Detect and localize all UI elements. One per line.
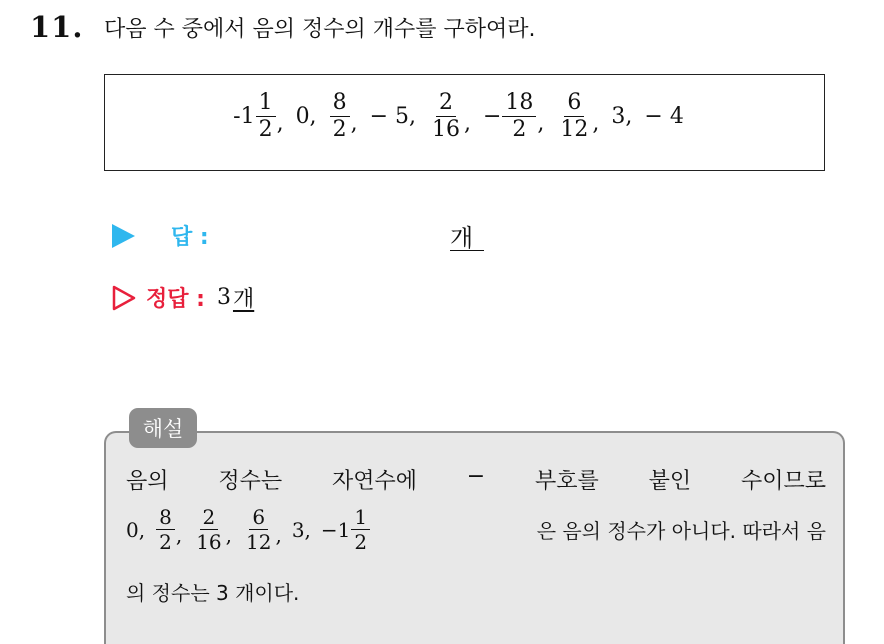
explanation-word-1: 정수는	[218, 469, 283, 494]
list-number-1	[296, 104, 317, 129]
list-number-text: 0,	[295, 104, 317, 130]
list-fraction-numerator: 1	[256, 91, 276, 117]
expl-number-separator: ,	[275, 523, 282, 547]
expl-fraction-numerator: 6	[249, 506, 268, 530]
explanation-word-6: 수이므로	[740, 469, 826, 494]
list-number-separator: ,	[276, 111, 284, 137]
list-number-text: − 4	[644, 104, 684, 130]
expl-number-1	[155, 506, 182, 553]
number-list-box	[104, 74, 825, 171]
list-number-separator: ,	[463, 111, 471, 137]
answer-label: 답 :	[171, 225, 209, 250]
list-fraction-denominator: 2	[332, 117, 347, 143]
explanation-tab: 해설	[129, 408, 197, 448]
answer-unit: 개	[450, 224, 474, 252]
expl-number-5	[321, 506, 371, 553]
list-number-0	[233, 91, 283, 142]
expl-fraction	[193, 506, 224, 553]
expl-fraction-numerator: 2	[200, 506, 219, 530]
explanation-line-1	[126, 464, 826, 495]
list-number-separator: ,	[350, 111, 358, 137]
list-fraction-denominator: 12	[560, 117, 589, 143]
expl-number-2	[192, 506, 232, 553]
explanation-number-list	[126, 506, 381, 553]
play-triangle-icon	[112, 224, 135, 248]
list-fraction	[557, 91, 591, 142]
expl-number-separator: ,	[175, 523, 183, 547]
number-list	[105, 91, 824, 142]
correct-answer-unit: 개	[232, 287, 255, 312]
list-fraction	[429, 91, 463, 142]
list-number-text: − 5,	[369, 104, 416, 130]
explanation-word-0: 음의	[126, 469, 169, 494]
list-fraction-numerator: 6	[564, 91, 584, 117]
explanation-word-3: −	[466, 464, 486, 489]
list-fraction-numerator: 2	[436, 91, 456, 117]
expl-fraction-denominator: 16	[196, 530, 222, 554]
question-text: 다음 수 중에서 음의 정수의 개수를 구하여라.	[104, 17, 536, 42]
expl-number-separator: ,	[225, 523, 232, 547]
outline-triangle-icon	[112, 285, 136, 311]
list-number-2	[329, 91, 358, 142]
list-fraction-numerator: 8	[330, 91, 350, 117]
expl-fraction-numerator: 1	[351, 506, 370, 530]
list-number-8	[644, 104, 683, 129]
correct-answer-row	[112, 282, 254, 313]
explanation-word-4: 부호를	[535, 469, 599, 494]
expl-number-0	[126, 518, 145, 542]
list-number-sign: −	[482, 104, 502, 130]
list-number-7	[611, 104, 632, 129]
expl-fraction	[243, 506, 274, 553]
expl-number-text: 3,	[291, 517, 311, 542]
list-number-text: 3,	[611, 104, 633, 130]
expl-fraction-denominator: 2	[159, 530, 172, 554]
expl-fraction-numerator: 8	[156, 506, 175, 530]
list-number-3	[370, 104, 416, 129]
explanation-word-2: 자연수에	[331, 469, 417, 494]
list-fraction-numerator: 18	[502, 91, 536, 117]
correct-answer-label: 정답 :	[146, 287, 205, 312]
expl-number-text: 0,	[126, 517, 146, 542]
expl-number-whole: 1	[337, 517, 351, 542]
expl-number-sign: −	[320, 517, 338, 542]
answer-blank-line	[450, 250, 484, 251]
expl-fraction-denominator: 12	[246, 530, 272, 554]
expl-fraction-denominator: 2	[354, 530, 368, 554]
list-fraction-denominator: 2	[258, 117, 273, 143]
explanation-line-3: 의 정수는 3 개이다.	[126, 581, 300, 605]
list-fraction-denominator: 16	[431, 117, 460, 143]
explanation-line-2-text: 은 음의 정수가 아니다. 따라서 음	[536, 519, 826, 543]
question-number: 11.	[30, 10, 84, 44]
list-number-4	[428, 91, 471, 142]
list-fraction-denominator: 2	[512, 117, 527, 143]
explanation-word-5: 붙인	[648, 469, 692, 494]
correct-answer-value: 3	[216, 285, 231, 310]
list-fraction	[256, 91, 276, 142]
list-number-6	[556, 91, 599, 142]
answer-row	[112, 220, 209, 251]
expl-number-4	[292, 518, 311, 542]
list-fraction	[502, 91, 536, 142]
list-number-sign: -	[233, 104, 241, 130]
list-fraction	[330, 91, 350, 142]
expl-fraction	[156, 506, 175, 553]
explanation-line-2	[126, 506, 826, 553]
list-number-whole: 1	[240, 104, 255, 130]
list-number-separator: ,	[592, 111, 600, 137]
list-number-separator: ,	[537, 111, 545, 137]
list-number-5	[483, 91, 544, 142]
expl-number-3	[242, 506, 282, 553]
expl-fraction	[351, 506, 370, 553]
